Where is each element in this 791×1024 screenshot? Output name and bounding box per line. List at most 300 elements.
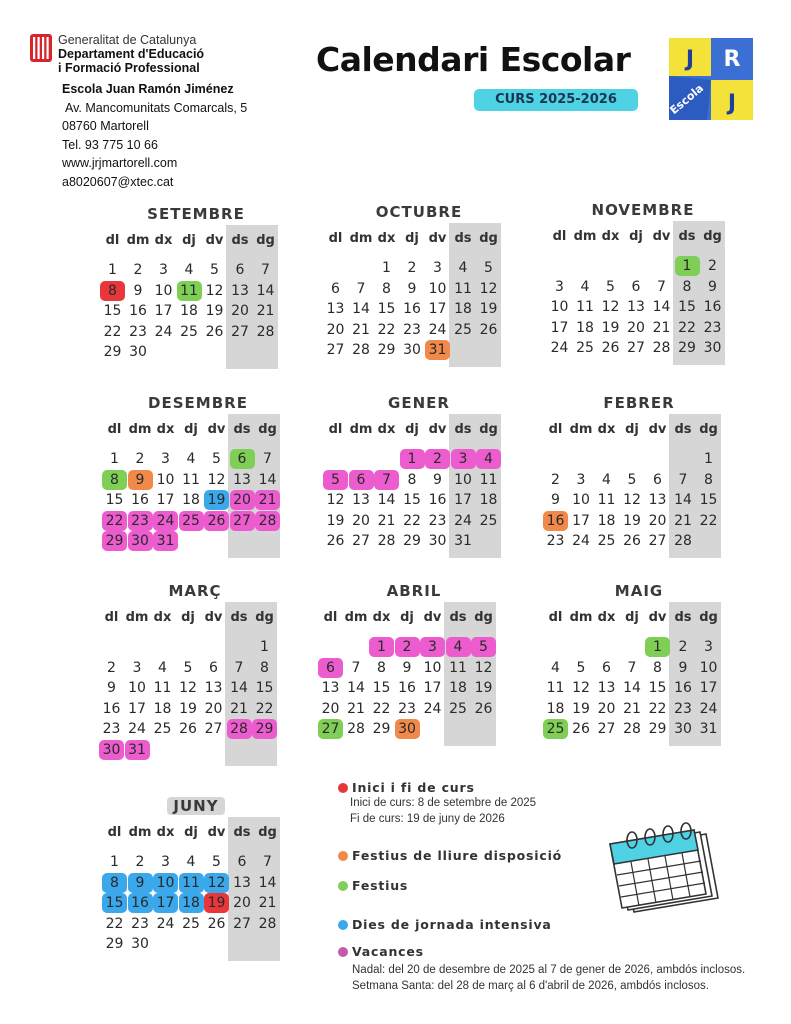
day-cell: 1 [704,451,713,467]
day-cell: 5 [471,637,496,657]
day-cell: 6 [237,854,247,870]
day-cell: 6 [209,659,218,676]
day-cell: 5 [576,659,586,676]
day-cell: 8 [407,471,417,488]
day-cell: 16 [128,893,153,913]
day-cell: 4 [602,471,611,488]
day-cell: 2 [551,471,560,488]
day-cell: 17 [154,303,173,319]
day-cell: 29 [403,533,421,549]
day-cell: 8 [704,471,713,488]
day-cell: 21 [352,321,370,338]
school-name: Escola Juan Ramón Jiménez [62,82,234,96]
day-cell: 30 [428,533,447,549]
day-cell: 28 [258,915,277,932]
month-name: GENER [388,394,450,412]
day-cell: 26 [479,321,498,338]
day-cell: 17 [428,301,447,317]
weekday-header: ds [678,229,696,244]
legend-intensive [338,917,552,932]
day-cell: 26 [207,915,226,932]
school-web[interactable]: www.jrjmartorell.com [62,156,178,170]
day-cell: 15 [255,680,274,696]
day-cell: 20 [352,512,370,529]
gen-line1: Generalitat de Catalunya [58,33,197,47]
weekday-header: dm [569,610,593,625]
red-dot-icon [338,783,348,793]
day-cell: 29 [678,340,696,356]
day-cell: 24 [550,340,569,356]
day-cell: 9 [402,659,412,676]
month-octubre [323,203,523,367]
day-cell: 9 [128,470,153,490]
weekday-header: dg [255,610,274,625]
day-cell: 24 [454,512,472,529]
legend-easter: Setmana Santa: del 28 de març al 6 d'abril de 2026, ambdós inclosos. [352,980,709,992]
day-cell: 2 [395,637,420,657]
weekday-header: dv [428,231,447,246]
day-cell: 14 [347,680,365,696]
weekday-header: dg [258,825,277,840]
day-cell: 6 [653,471,662,488]
day-cell: 19 [204,490,229,510]
day-cell: 16 [403,301,421,317]
day-cell: 22 [102,511,127,531]
day-cell: 23 [703,319,722,336]
day-cell: 23 [102,721,121,737]
weekday-header: dl [104,610,119,625]
day-cell: 20 [204,700,223,717]
day-cell: 22 [403,512,421,529]
day-cell: 13 [648,492,667,508]
month-gener [323,394,523,558]
weekday-header: dm [344,610,368,625]
day-cell: 3 [451,449,476,469]
day-cell: 12 [326,492,345,508]
day-cell: 15 [377,301,396,317]
day-cell: 24 [572,533,590,549]
month-name: SETEMBRE [147,205,245,223]
day-cell: 20 [233,895,251,911]
weekday-header: dx [377,231,396,246]
weekday-header: dl [107,422,122,437]
day-cell: 30 [131,936,149,952]
weekday-header: dj [184,825,198,840]
day-cell: 28 [674,533,692,549]
day-cell: 25 [576,340,594,356]
day-cell: 10 [128,680,146,696]
day-cell: 16 [129,303,147,319]
legend-vacation-details [352,962,745,994]
day-cell: 12 [474,659,493,676]
day-cell: 29 [105,936,124,952]
day-cell: 16 [674,680,692,696]
day-cell: 26 [326,533,345,549]
day-cell: 24 [153,511,178,531]
day-cell: 23 [674,700,692,717]
day-cell: 25 [479,512,498,529]
day-cell: 5 [210,262,219,278]
day-cell: 8 [382,280,391,297]
day-cell: 11 [479,471,498,488]
day-cell: 1 [382,260,391,276]
day-cell: 4 [446,637,471,657]
day-cell: 27 [233,915,251,932]
day-cell: 21 [230,700,248,717]
legend-free-days-label: Festius de lliure disposició [352,848,563,863]
day-cell: 2 [678,639,688,655]
day-cell: 1 [645,637,670,657]
day-cell: 30 [128,531,153,551]
weekday-header: ds [233,422,251,437]
day-cell: 8 [377,659,386,676]
day-cell: 8 [100,281,125,301]
month-setembre [100,205,300,369]
day-cell: 16 [543,511,568,531]
day-cell: 29 [252,719,277,739]
weekday-header: dx [156,422,175,437]
day-cell: 27 [352,533,370,549]
day-cell: 10 [423,659,442,676]
day-cell: 12 [623,492,641,508]
day-cell: 6 [331,280,340,297]
day-cell: 2 [135,451,145,467]
day-cell: 14 [674,492,692,508]
day-cell: 13 [352,492,370,508]
day-cell: 6 [631,278,641,295]
day-cell: 4 [184,262,194,278]
day-cell: 27 [597,721,616,737]
day-cell: 10 [153,873,178,893]
day-cell: 16 [131,492,149,508]
pink-dot-icon [338,947,348,957]
logo-letter-j2: J [727,91,737,116]
day-cell: 16 [102,700,121,717]
day-cell: 19 [179,700,197,717]
weekday-header: dm [128,825,152,840]
day-cell: 25 [454,321,472,338]
weekday-header: ds [233,825,251,840]
day-cell: 22 [372,700,391,717]
weekday-header: ds [674,422,692,437]
month-marc [99,582,299,766]
day-cell: 14 [230,680,248,696]
day-cell: 19 [572,700,590,717]
day-cell: 22 [103,323,122,340]
weekday-header: dl [548,610,563,625]
weekday-header: dg [479,422,498,437]
day-cell: 27 [231,323,249,340]
weekday-header: dv [207,825,226,840]
day-cell: 15 [105,492,124,508]
day-cell: 28 [377,533,396,549]
day-cell: 20 [648,512,667,529]
day-cell: 12 [207,471,226,488]
day-cell: 28 [347,721,365,737]
day-cell: 13 [231,282,249,299]
day-cell: 3 [161,451,170,467]
day-cell: 25 [543,719,568,739]
day-cell: 5 [212,854,221,870]
day-cell: 21 [255,490,280,510]
weekday-header: dx [153,610,172,625]
month-name: OCTUBRE [375,203,463,221]
month-name: ABRIL [386,582,442,600]
school-address: Av. Mancomunitats Comarcals, 5 [65,100,248,115]
day-cell: 3 [132,659,142,676]
school-logo [667,36,755,122]
day-cell: 29 [372,721,391,737]
weekday-header: dv [648,422,667,437]
day-cell: 23 [428,512,447,529]
day-cell: 26 [572,721,590,737]
day-cell: 4 [458,260,468,276]
day-cell: 7 [263,451,272,467]
day-cell: 27 [204,721,223,737]
day-cell: 17 [153,893,178,913]
day-cell: 2 [135,854,145,870]
generalitat-logo [30,34,52,62]
day-cell: 2 [708,258,717,274]
day-cell: 25 [179,511,204,531]
day-cell: 11 [576,299,594,315]
day-cell: 7 [234,659,244,676]
day-cell: 17 [572,512,590,529]
day-cell: 12 [179,680,197,696]
day-cell: 18 [153,700,172,717]
weekday-header: dx [597,610,616,625]
weekday-header: dl [323,610,338,625]
day-cell: 25 [449,700,467,717]
day-cell: 27 [318,719,343,739]
day-cell: 2 [425,449,450,469]
day-cell: 18 [180,303,198,319]
school-info [62,80,247,191]
weekday-header: ds [454,422,472,437]
day-cell: 13 [233,471,251,488]
day-cell: 27 [627,340,645,356]
day-cell: 3 [433,260,442,276]
day-cell: 27 [326,342,345,358]
day-cell: 8 [102,873,127,893]
day-cell: 8 [102,470,127,490]
day-cell: 7 [657,278,666,295]
day-cell: 11 [179,873,204,893]
weekday-header: ds [230,610,248,625]
day-cell: 14 [258,874,277,891]
day-cell: 9 [107,680,116,696]
day-cell: 15 [678,299,696,315]
day-cell: 16 [703,299,722,315]
day-cell: 28 [227,719,252,739]
day-cell: 22 [648,700,667,717]
month-name: MAIG [614,582,664,600]
weekday-header: dv [428,422,447,437]
day-cell: 22 [377,321,396,338]
day-cell: 19 [204,893,229,913]
day-cell: 2 [133,262,143,278]
month-name: JUNY [167,797,225,815]
day-cell: 31 [125,740,150,760]
weekday-header: dv [423,610,442,625]
day-cell: 21 [623,700,641,717]
weekday-header: dv [648,610,667,625]
legend-intensive-label: Dies de jornada intensiva [352,917,552,932]
weekday-header: dx [372,610,391,625]
day-cell: 23 [131,915,149,932]
day-cell: 11 [177,281,202,301]
day-cell: 28 [652,340,671,356]
day-cell: 27 [230,511,255,531]
weekday-header: dg [256,233,275,248]
day-cell: 18 [597,512,616,529]
day-cell: 23 [129,323,147,340]
day-cell: 20 [321,700,340,717]
day-cell: 12 [479,280,498,297]
day-cell: 7 [678,471,688,488]
day-cell: 1 [108,262,117,278]
day-cell: 26 [601,340,620,356]
day-cell: 28 [256,323,275,340]
day-cell: 31 [454,533,472,549]
day-cell: 28 [623,721,641,737]
day-cell: 30 [674,721,692,737]
day-cell: 12 [204,873,229,893]
day-cell: 3 [159,262,168,278]
day-cell: 22 [105,915,124,932]
month-name: DESEMBRE [148,394,248,412]
day-cell: 14 [652,299,671,315]
day-cell: 12 [601,299,620,315]
day-cell: 24 [423,700,442,717]
month-maig [543,582,743,746]
weekday-header: dv [204,610,223,625]
day-cell: 18 [454,301,472,317]
day-cell: 21 [347,700,365,717]
course-badge: CURS 2025-2026 [474,89,638,111]
day-cell: 28 [255,511,280,531]
weekday-header: dj [405,231,419,246]
weekday-header: dm [349,422,373,437]
day-cell: 11 [546,680,565,696]
day-cell: 9 [551,492,560,508]
day-cell: 4 [580,278,590,295]
day-cell: 6 [235,262,245,278]
day-cell: 8 [653,659,662,676]
day-cell: 25 [180,323,198,340]
day-cell: 23 [398,700,416,717]
day-cell: 30 [703,340,722,356]
weekday-header: dj [400,610,414,625]
day-cell: 12 [205,282,224,299]
school-phone: Tel. 93 775 10 66 [62,137,158,152]
legend-free-days [338,848,562,863]
day-cell: 5 [627,471,637,488]
day-cell: 14 [352,301,370,317]
day-cell: 30 [99,740,124,760]
day-cell: 15 [103,303,122,319]
day-cell: 17 [550,319,569,336]
day-cell: 24 [699,700,718,717]
day-cell: 13 [627,299,645,315]
day-cell: 4 [186,854,196,870]
weekday-header: dg [479,231,498,246]
day-cell: 9 [433,471,442,488]
day-cell: 22 [699,512,718,529]
legend-start-end [338,780,475,795]
logo-letter-j1: J [685,47,695,72]
day-cell: 15 [699,492,718,508]
day-cell: 31 [699,721,718,737]
day-cell: 9 [678,659,688,676]
month-novembre [547,201,747,365]
legend-start-line: Inici de curs: 8 de setembre de 2025 [350,797,537,809]
weekday-header: dx [601,229,620,244]
day-cell: 19 [326,512,345,529]
day-cell: 30 [403,342,421,358]
day-cell: 21 [377,512,396,529]
day-cell: 29 [648,721,667,737]
weekday-header: ds [454,231,472,246]
weekday-header: dg [703,229,722,244]
day-cell: 10 [550,299,569,315]
legend-end-line: Fi de curs: 19 de juny de 2026 [350,813,505,825]
weekday-header: dg [474,610,493,625]
weekday-header: dv [207,422,226,437]
orange-dot-icon [338,851,348,861]
day-cell: 16 [398,680,416,696]
day-cell: 29 [102,531,127,551]
day-cell: 9 [133,282,143,299]
day-cell: 28 [352,342,370,358]
day-cell: 17 [128,700,146,717]
day-cell: 13 [326,301,345,317]
day-cell: 5 [212,451,221,467]
month-desembre [102,394,302,558]
day-cell: 11 [153,680,172,696]
weekday-header: dm [573,229,597,244]
day-cell: 13 [597,680,616,696]
weekday-header: ds [231,233,249,248]
day-cell: 2 [107,659,116,676]
logo-letter-r: R [723,47,741,72]
weekday-header: dl [548,422,563,437]
day-cell: 10 [572,492,590,508]
month-name: FEBRER [603,394,675,412]
weekday-header: dm [349,231,373,246]
legend-vacations [338,944,424,959]
weekday-header: dl [328,422,343,437]
day-cell: 17 [156,492,175,508]
day-cell: 30 [129,344,147,360]
day-cell: 14 [258,471,277,488]
school-email[interactable]: a8020607@xtec.cat [62,174,174,189]
day-cell: 18 [179,893,204,913]
day-cell: 7 [374,470,399,490]
generalitat-text [58,33,204,75]
weekday-header: dj [629,229,643,244]
month-name: MARÇ [168,582,222,600]
weekday-header: dv [652,229,671,244]
day-cell: 23 [403,321,421,338]
day-cell: 13 [204,680,223,696]
day-cell: 12 [572,680,590,696]
green-dot-icon [338,881,348,891]
day-cell: 15 [372,680,391,696]
day-cell: 30 [395,719,420,739]
day-cell: 19 [205,303,224,319]
day-cell: 19 [479,301,498,317]
